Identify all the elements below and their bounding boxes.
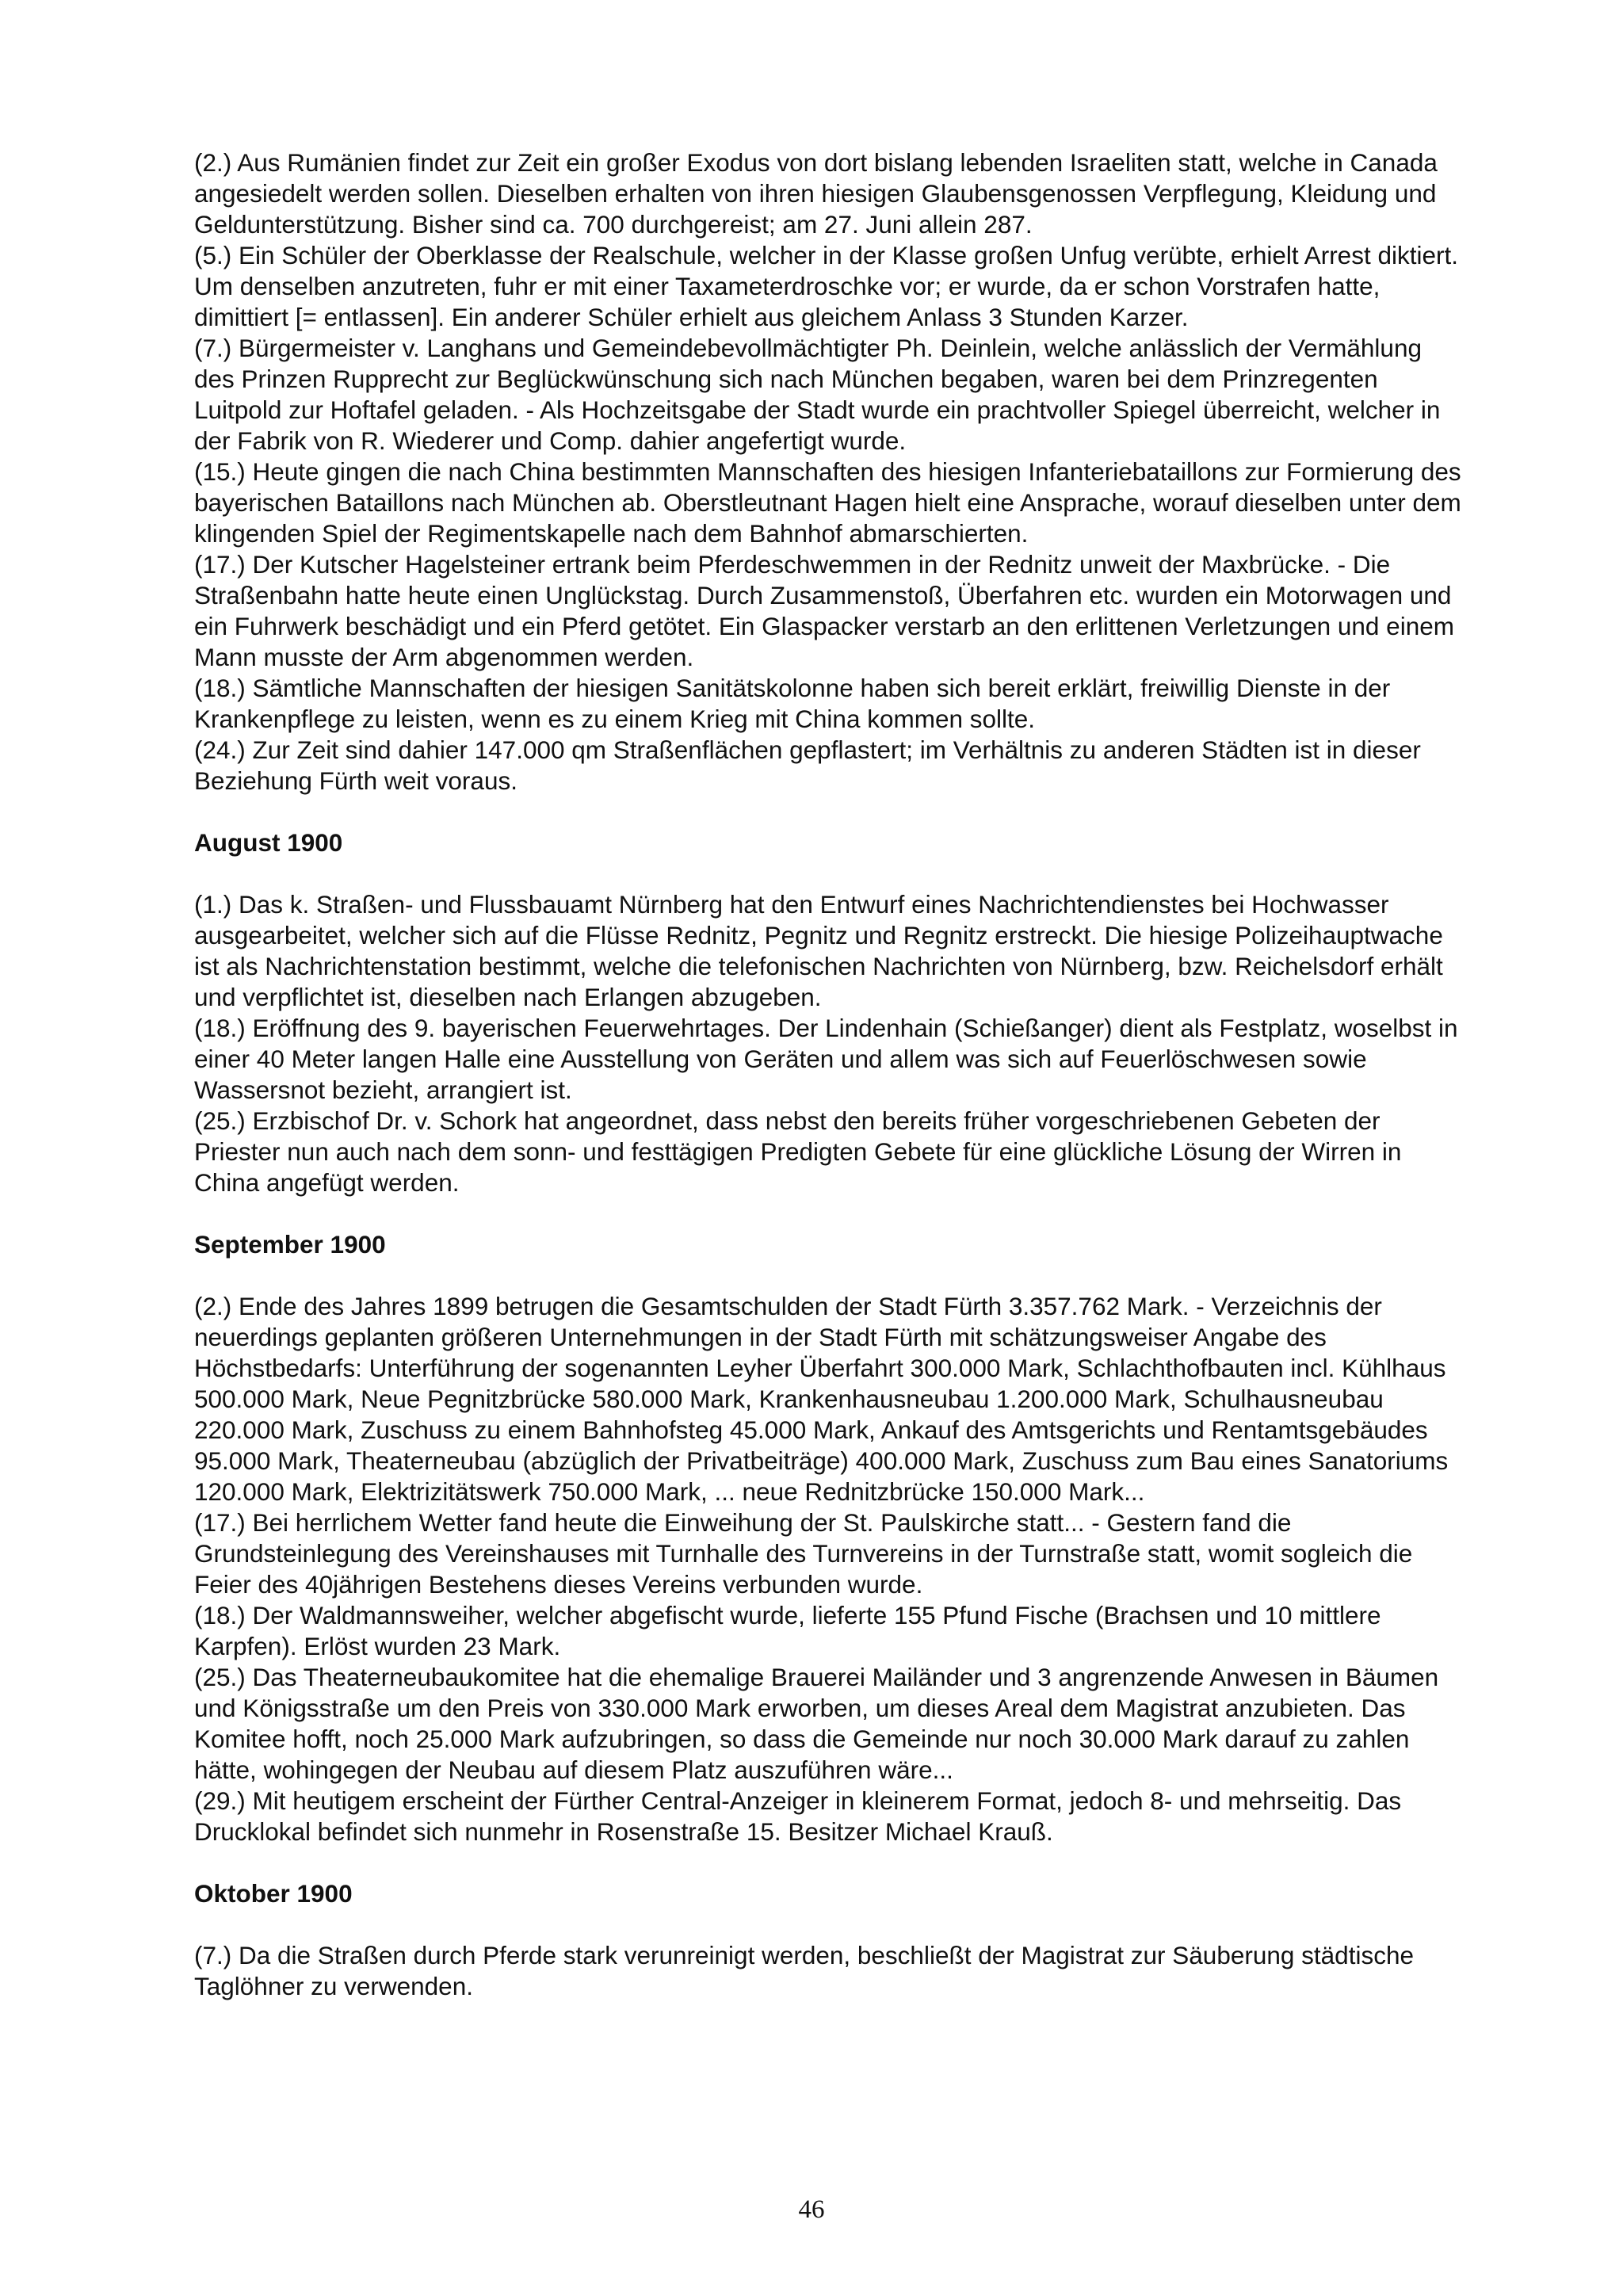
section-heading: August 1900 <box>194 828 343 857</box>
entry: (18.) Sämtliche Mannschaften der hiesigen Sanitätskolonne haben sich bereit erklärt, freiwillig Dienste in der Krankenpflege zu leisten, wenn es zu einem Krieg mit China kommen sollte. <box>194 674 1391 733</box>
document-body <box>194 147 1462 2002</box>
entry: (18.) Der Waldmannsweiher, welcher abgefischt wurde, lieferte 155 Pfund Fische (Brachsen und 10 mittlere Karpfen). Erlöst wurden 23 Mark. <box>194 1601 1381 1660</box>
entry: (18.) Eröffnung des 9. bayerischen Feuerwehrtages. Der Lindenhain (Schießanger) dient als Festplatz, woselbst in einer 40 Meter langen Halle eine Ausstellung von Geräten und allem was sich auf Feuerlöschwesen sowie Wassersnot bezieht, arrangiert ist. <box>194 1014 1458 1104</box>
section-august <box>194 827 1462 1198</box>
entry: (2.) Aus Rumänien findet zur Zeit ein großer Exodus von dort bislang lebenden Israeliten statt, welche in Canada angesiedelt werden sollen. Dieselben erhalten von ihren hiesigen Glaubensgenossen Verpflegung, Kleidung und Geldunterstützung. Bisher sind ca. 700 durchgereist; am 27. Juni allein 287. <box>194 148 1438 239</box>
section-october <box>194 1878 1462 2002</box>
entry: (2.) Ende des Jahres 1899 betrugen die Gesamtschulden der Stadt Fürth 3.357.762 Mark. - Verzeichnis der neuerdings geplanten größeren Unternehmungen in der Stadt Fürth mit schätzungsweiser Angabe des Höchstbedarfs: Unterführung der sogenannten Leyher Überfahrt 300.000 Mark, Schlachthofbauten incl. Kühlhaus 500.000 Mark, Neue Pegnitzbrücke 580.000 Mark, Krankenhausneubau 1.200.000 Mark, Schulhausneubau 220.000 Mark, Zuschuss zu einem Bahnhofsteg 45.000 Mark, Ankauf des Amtsgerichts und Rentamtsgebäudes 95.000 Mark, Theaterneubau (abzüglich der Privatbeiträge) 400.000 Mark, Zuschuss zum Bau eines Sanatoriums 120.000 Mark, Elektrizitätswerk 750.000 Mark, ... neue Rednitzbrücke 150.000 Mark... <box>194 1292 1449 1506</box>
section-heading: Oktober 1900 <box>194 1879 353 1908</box>
entry: (15.) Heute gingen die nach China bestimmten Mannschaften des hiesigen Infanteriebataillons zur Formierung des bayerischen Bataillons nach München ab. Oberstleutnant Hagen hielt eine Ansprache, worauf dieselben unter dem klingenden Spiel der Regimentskapelle nach dem Bahnhof abmarschierten. <box>194 457 1461 548</box>
entry: (25.) Das Theaterneubaukomitee hat die ehemalige Brauerei Mailänder und 3 angrenzende Anwesen in Bäumen und Königsstraße um den Preis von 330.000 Mark erworben, um dieses Areal dem Magistrat anzubieten. Das Komitee hofft, noch 25.000 Mark aufzubringen, so dass die Gemeinde nur noch 30.000 Mark darauf zu zahlen hätte, wohingegen der Neubau auf diesem Platz auszuführen wäre... <box>194 1663 1439 1784</box>
entry: (1.) Das k. Straßen- und Flussbauamt Nürnberg hat den Entwurf eines Nachrichtendienstes bei Hochwasser ausgearbeitet, welcher sich auf die Flüsse Rednitz, Pegnitz und Regnitz erstreckt. Die hiesige Polizeihauptwache ist als Nachrichtenstation bestimmt, welche die telefonischen Nachrichten von Nürnberg, bzw. Reichelsdorf erhält und verpflichtet ist, dieselben nach Erlangen abzugeben. <box>194 890 1443 1011</box>
entry: (7.) Bürgermeister v. Langhans und Gemeindebevollmächtigter Ph. Deinlein, welche anlässlich der Vermählung des Prinzen Rupprecht zur Beglückwünschung sich nach München begaben, waren bei dem Prinzregenten Luitpold zur Hoftafel geladen. - Als Hochzeitsgabe der Stadt wurde ein prachtvoller Spiegel überreicht, welcher in der Fabrik von R. Wiederer und Comp. dahier angefertigt wurde. <box>194 334 1441 455</box>
section-september <box>194 1229 1462 1847</box>
entry: (5.) Ein Schüler der Oberklasse der Realschule, welcher in der Klasse großen Unfug verübte, erhielt Arrest diktiert. Um denselben anzutreten, fuhr er mit einer Taxameterdroschke vor; er wurde, da er schon Vorstrafen hatte, dimittiert [= entlassen]. Ein anderer Schüler erhielt aus gleichem Anlass 3 Stunden Karzer. <box>194 241 1458 331</box>
entry: (17.) Der Kutscher Hagelsteiner ertrank beim Pferdeschwemmen in der Rednitz unweit der Maxbrücke. - Die Straßenbahn hatte heute einen Unglückstag. Durch Zusammenstoß, Überfahren etc. wurden ein Motorwagen und ein Fuhrwerk beschädigt und ein Pferd getötet. Ein Glaspacker verstarb an den erlittenen Verletzungen und einem Mann musste der Arm abgenommen werden. <box>194 550 1454 671</box>
section-heading: September 1900 <box>194 1230 386 1259</box>
entry: (24.) Zur Zeit sind dahier 147.000 qm Straßenflächen gepflastert; im Verhältnis zu anderen Städten ist in dieser Beziehung Fürth weit voraus. <box>194 735 1421 795</box>
page-number: 46 <box>798 2195 825 2224</box>
entry: (7.) Da die Straßen durch Pferde stark verunreinigt werden, beschließt der Magistrat zur Säuberung städtische Taglöhner zu verwenden. <box>194 1941 1414 2000</box>
entry: (17.) Bei herrlichem Wetter fand heute die Einweihung der St. Paulskirche statt... - Gestern fand die Grundsteinlegung des Vereinshauses mit Turnhalle des Turnvereins in der Turnstraße statt, womit sogleich die Feier des 40jährigen Bestehens dieses Vereins verbunden wurde. <box>194 1508 1413 1599</box>
section-july <box>194 147 1462 797</box>
entry: (25.) Erzbischof Dr. v. Schork hat angeordnet, dass nebst den bereits früher vorgeschriebenen Gebeten der Priester nun auch nach dem sonn- und festtägigen Predigten Gebete für eine glückliche Lösung der Wirren in China angefügt werden. <box>194 1106 1402 1197</box>
entry: (29.) Mit heutigem erscheint der Fürther Central-Anzeiger in kleinerem Format, jedoch 8- und mehrseitig. Das Drucklokal befindet sich nunmehr in Rosenstraße 15. Besitzer Michael Krauß. <box>194 1786 1402 1846</box>
